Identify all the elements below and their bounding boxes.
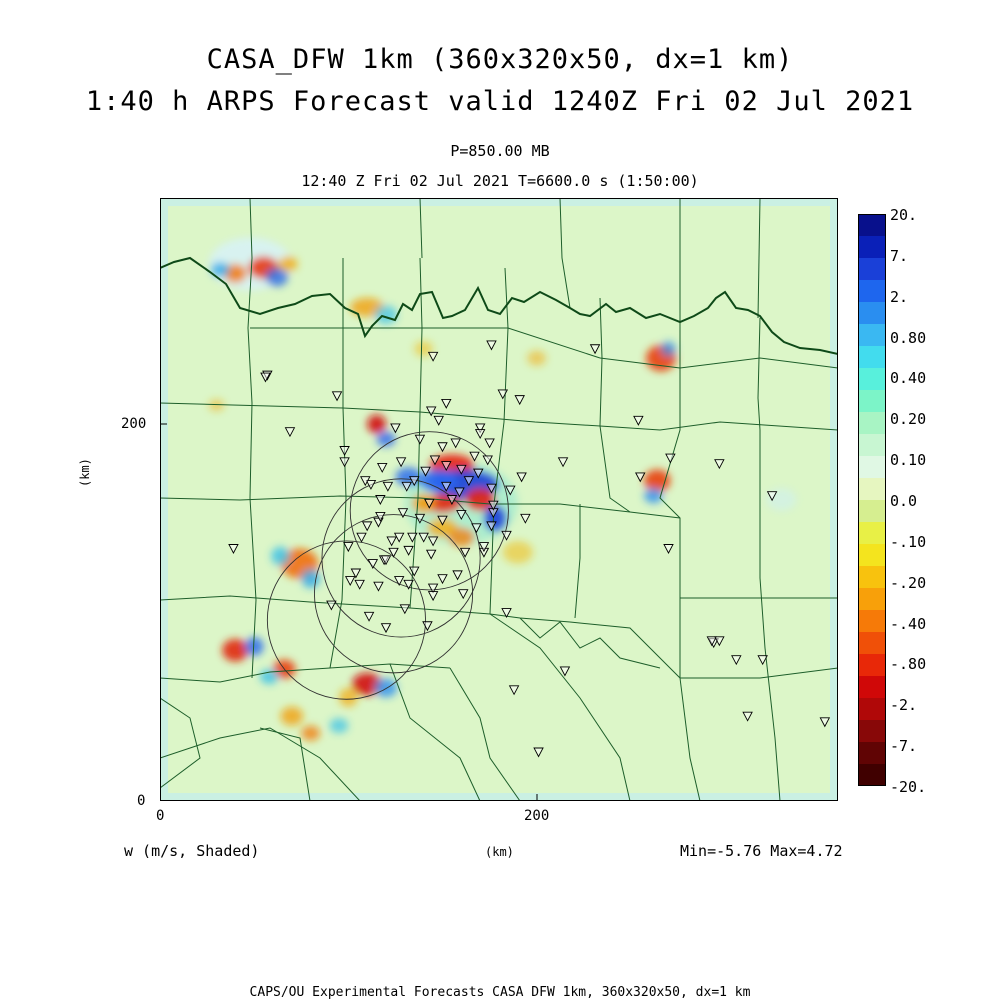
colorbar-swatch [858,214,886,237]
valid-time-line: 12:40 Z Fri 02 Jul 2021 T=6600.0 s (1:50:00) [301,172,699,190]
colorbar-swatch [858,764,886,786]
colorbar-label: 0.40 [890,369,927,388]
colorbar-label: 0.80 [890,328,927,347]
colorbar-swatch [858,456,886,479]
colorbar-swatch [858,324,886,347]
map-plot-area [160,198,838,801]
colorbar-label: -.10 [890,532,927,551]
colorbar-swatch [858,676,886,699]
colorbar-swatch [858,500,886,523]
w-shading-cell [301,726,320,741]
chart-subtitle: 1:40 h ARPS Forecast valid 1240Z Fri 02 Jul 2021 [85,86,915,117]
colorbar-swatch [858,698,886,721]
colorbar-swatch [858,588,886,611]
colorbar-swatch [858,522,886,545]
colorbar-swatch [858,258,886,281]
w-shading-cell [330,718,349,733]
x-tick-label: 0 [156,808,165,824]
x-axis-label: (km) [485,845,514,859]
colorbar-swatch [858,412,886,435]
x-tick-label: 200 [524,808,550,824]
colorbar-label: -7. [890,737,918,756]
colorbar [858,214,886,786]
w-shading-cell [281,707,304,726]
pressure-level: P=850.00 MB [450,142,550,160]
colorbar-swatch [858,566,886,589]
colorbar-swatch [858,280,886,303]
colorbar-swatch [858,544,886,567]
w-shading-cell [367,415,386,434]
colorbar-label: 0.20 [890,410,927,429]
w-shading-cell [375,305,398,324]
w-shading-cell [448,528,474,547]
w-shading-cell [503,541,533,564]
colorbar-swatch [858,632,886,655]
w-shading-cell [527,351,546,366]
w-shading-cell [644,469,670,492]
y-tick-label: 200 [121,416,147,432]
w-shading-cell [339,688,358,707]
colorbar-label: -.40 [890,614,927,633]
colorbar-label: -.80 [890,655,927,674]
colorbar-label: -.20 [890,573,927,592]
w-shading-cell [644,488,663,503]
colorbar-swatch [858,742,886,765]
colorbar-label: 0.0 [890,492,918,510]
colorbar-swatch [858,610,886,633]
colorbar-swatch [858,236,886,259]
w-shading-cell [209,400,224,411]
colorbar-swatch [858,720,886,743]
colorbar-swatch [858,302,886,325]
w-shading-cell [375,679,398,698]
colorbar-label: -2. [890,696,918,715]
min-max-readout: Min=-5.76 Max=4.72 [680,842,843,860]
chart-title: CASA_DFW 1km (360x320x50, dx=1 km) [206,44,794,75]
colorbar-swatch [858,654,886,677]
y-tick-label: 0 [137,793,146,809]
colorbar-label: 2. [890,287,909,306]
colorbar-swatch [858,346,886,369]
w-shading-cell [279,256,298,271]
colorbar-swatch [858,390,886,413]
colorbar-swatch [858,368,886,391]
colorbar-label: 0.10 [890,451,927,470]
w-shading-cell [661,341,676,356]
footer-credit: CAPS/OU Experimental Forecasts CASA DFW 1km, 360x320x50, dx=1 km [249,985,751,1000]
y-axis-label: (km) [78,458,92,487]
colorbar-label: 7. [890,246,909,265]
colorbar-label: -20. [890,778,927,796]
w-shading-cell [222,639,248,662]
colorbar-label: 20. [890,206,918,224]
colorbar-swatch [858,434,886,457]
colorbar-swatch [858,478,886,501]
w-shading-cell [271,547,290,566]
variable-label: w (m/s, Shaded) [124,842,260,860]
